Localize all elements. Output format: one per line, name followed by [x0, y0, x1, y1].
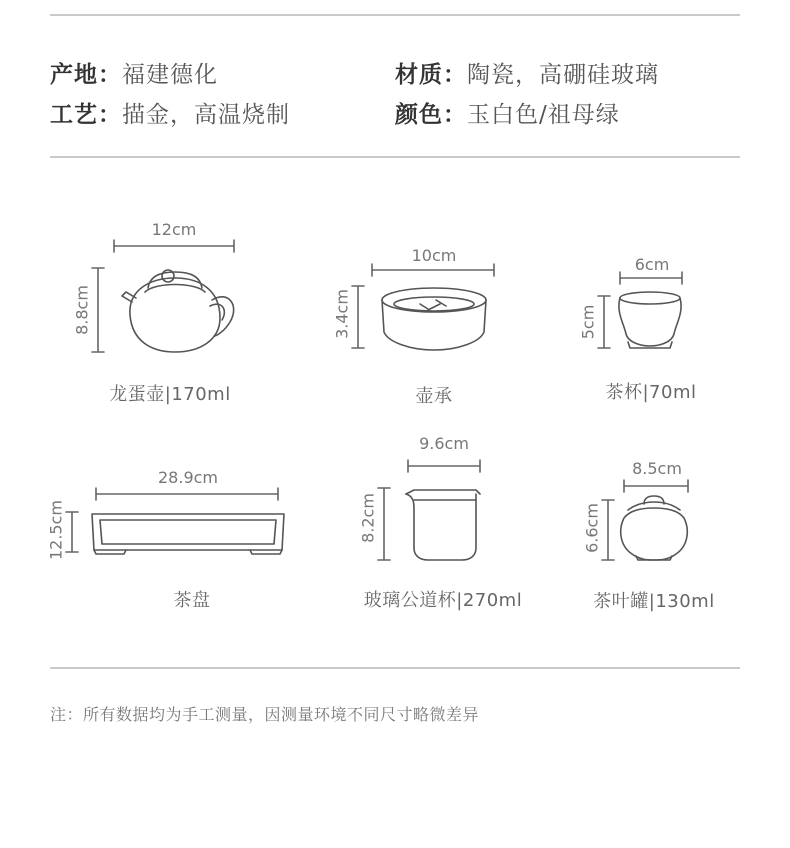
pot-stand-width-line [372, 264, 494, 276]
glass-pitcher-height-label: 8.2cm [358, 493, 378, 543]
tea-canister-width-line [624, 480, 688, 492]
glass-pitcher-illustration [406, 490, 480, 560]
spec-material: 材质：陶瓷，高硼硅玻璃 [395, 62, 659, 88]
teapot-height-label: 8.8cm [72, 285, 92, 335]
teapot-height-line [92, 268, 104, 352]
tea-canister-width-label: 8.5cm [632, 459, 682, 478]
tea-canister-height-line [602, 500, 614, 560]
tea-tray-height-line [66, 512, 78, 552]
tea-tray-illustration [92, 514, 284, 554]
pot-stand-width-label: 10cm [411, 246, 457, 265]
pot-stand-caption: 壶承 [415, 386, 453, 407]
glass-pitcher-caption: 玻璃公道杯|270ml [363, 590, 523, 611]
teacup-height-label: 5cm [578, 304, 598, 340]
glass-pitcher-width-label: 9.6cm [419, 434, 469, 453]
tea-canister-caption: 茶叶罐|130ml [593, 591, 715, 612]
tea-tray-height-label: 12.5cm [46, 499, 66, 561]
teapot-width-label: 12cm [151, 220, 197, 239]
teacup-width-label: 6cm [634, 255, 670, 274]
teacup-caption: 茶杯|70ml [605, 382, 697, 403]
spec-craft: 工艺：描金，高温烧制 [50, 102, 290, 128]
tea-canister-illustration [621, 496, 688, 560]
teacup-illustration [619, 292, 681, 348]
teapot-illustration [122, 270, 234, 352]
tea-tray-caption: 茶盘 [173, 590, 211, 611]
pot-stand-height-label: 3.4cm [332, 289, 352, 339]
tea-tray-width-line [96, 488, 278, 500]
tea-canister-height-label: 6.6cm [582, 503, 602, 553]
pot-stand-illustration [382, 288, 486, 350]
glass-pitcher-height-line [378, 488, 390, 560]
teapot-width-line [114, 240, 234, 252]
spec-origin: 产地：福建德化 [50, 62, 218, 88]
pot-stand-height-line [352, 286, 364, 348]
tea-tray-width-label: 28.9cm [157, 468, 219, 487]
teapot-caption: 龙蛋壶|170ml [109, 384, 231, 405]
spec-color: 颜色：玉白色/祖母绿 [395, 102, 620, 128]
glass-pitcher-width-line [408, 460, 480, 472]
teacup-height-line [598, 296, 610, 348]
measurement-note: 注：所有数据均为手工测量，因测量环境不同尺寸略微差异 [50, 705, 480, 724]
